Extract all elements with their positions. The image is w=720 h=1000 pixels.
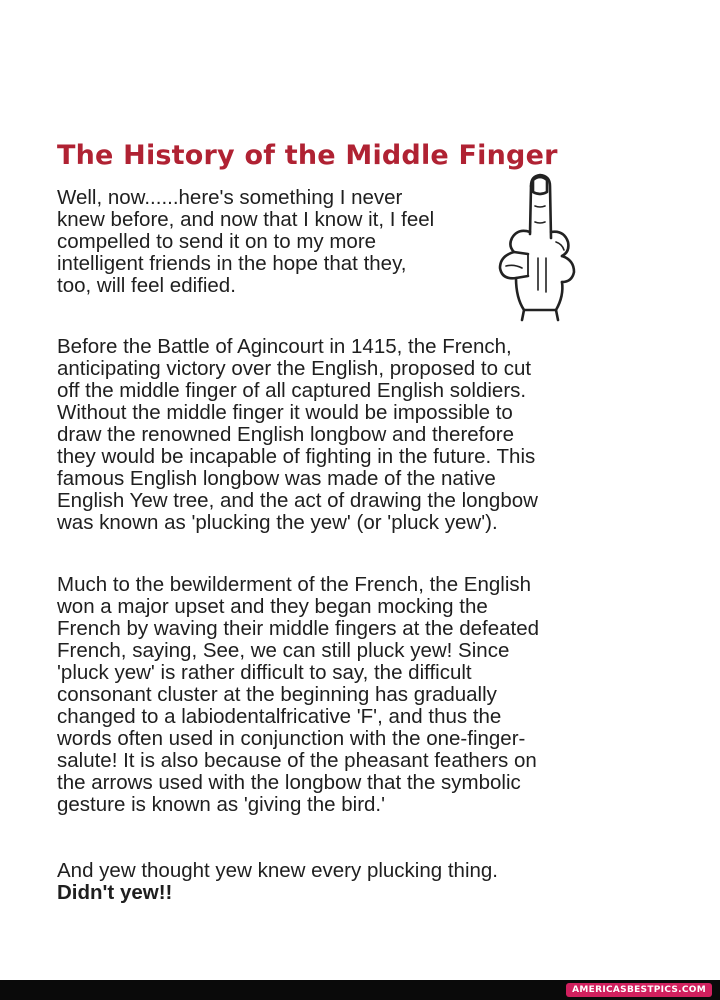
text-line: off the middle finger of all captured English soldiers. — [57, 379, 527, 402]
text-line: the arrows used with the longbow that the symbolic — [57, 771, 521, 794]
text-line: English Yew tree, and the act of drawing the longbow — [57, 489, 538, 512]
closing-paragraph — [57, 860, 498, 904]
bewilderment-paragraph — [57, 574, 539, 816]
text-line: words often used in conjunction with the one-finger- — [57, 727, 526, 750]
text-line: intelligent friends in the hope that they, — [57, 252, 407, 275]
text-line: consonant cluster at the beginning has gradually — [57, 683, 497, 706]
text-line: famous English longbow was made of the native — [57, 467, 496, 490]
closing-line: And yew thought yew knew every plucking thing. — [57, 859, 499, 882]
text-line: won a major upset and they began mocking the — [57, 595, 488, 618]
text-line: Well, now......here's something I never — [57, 186, 403, 209]
text-line: French by waving their middle fingers at the defeated — [57, 617, 540, 640]
text-line: French, saying, See, we can still pluck yew! Since — [57, 639, 510, 662]
closing-bold-line: Didn't yew!! — [57, 881, 173, 904]
text-line: anticipating victory over the English, proposed to cut — [57, 357, 532, 380]
middle-finger-hand-icon — [478, 172, 593, 322]
footer-bar — [0, 980, 720, 1000]
text-line: draw the renowned English longbow and therefore — [57, 423, 514, 446]
agincourt-paragraph — [57, 336, 538, 534]
text-line: 'pluck yew' is rather difficult to say, the difficult — [57, 661, 472, 684]
text-line: gesture is known as 'giving the bird.' — [57, 793, 386, 816]
text-line: too, will feel edified. — [57, 274, 236, 297]
text-line: Before the Battle of Agincourt in 1415, the French, — [57, 335, 512, 358]
text-line: changed to a labiodentalfricative 'F', and thus the — [57, 705, 502, 728]
page-title: The History of the Middle Finger — [57, 140, 558, 171]
text-line: Much to the bewilderment of the French, the English — [57, 573, 532, 596]
text-line: salute! It is also because of the pheasant feathers on — [57, 749, 537, 772]
watermark-badge[interactable]: AMERICASBESTPICS.COM — [566, 983, 712, 997]
intro-paragraph — [57, 187, 434, 297]
text-line: compelled to send it on to my more — [57, 230, 377, 253]
text-line: was known as 'plucking the yew' (or 'pluck yew'). — [57, 511, 498, 534]
text-line: they would be incapable of fighting in the future. This — [57, 445, 536, 468]
text-line: knew before, and now that I know it, I feel — [57, 208, 435, 231]
text-line: Without the middle finger it would be impossible to — [57, 401, 513, 424]
